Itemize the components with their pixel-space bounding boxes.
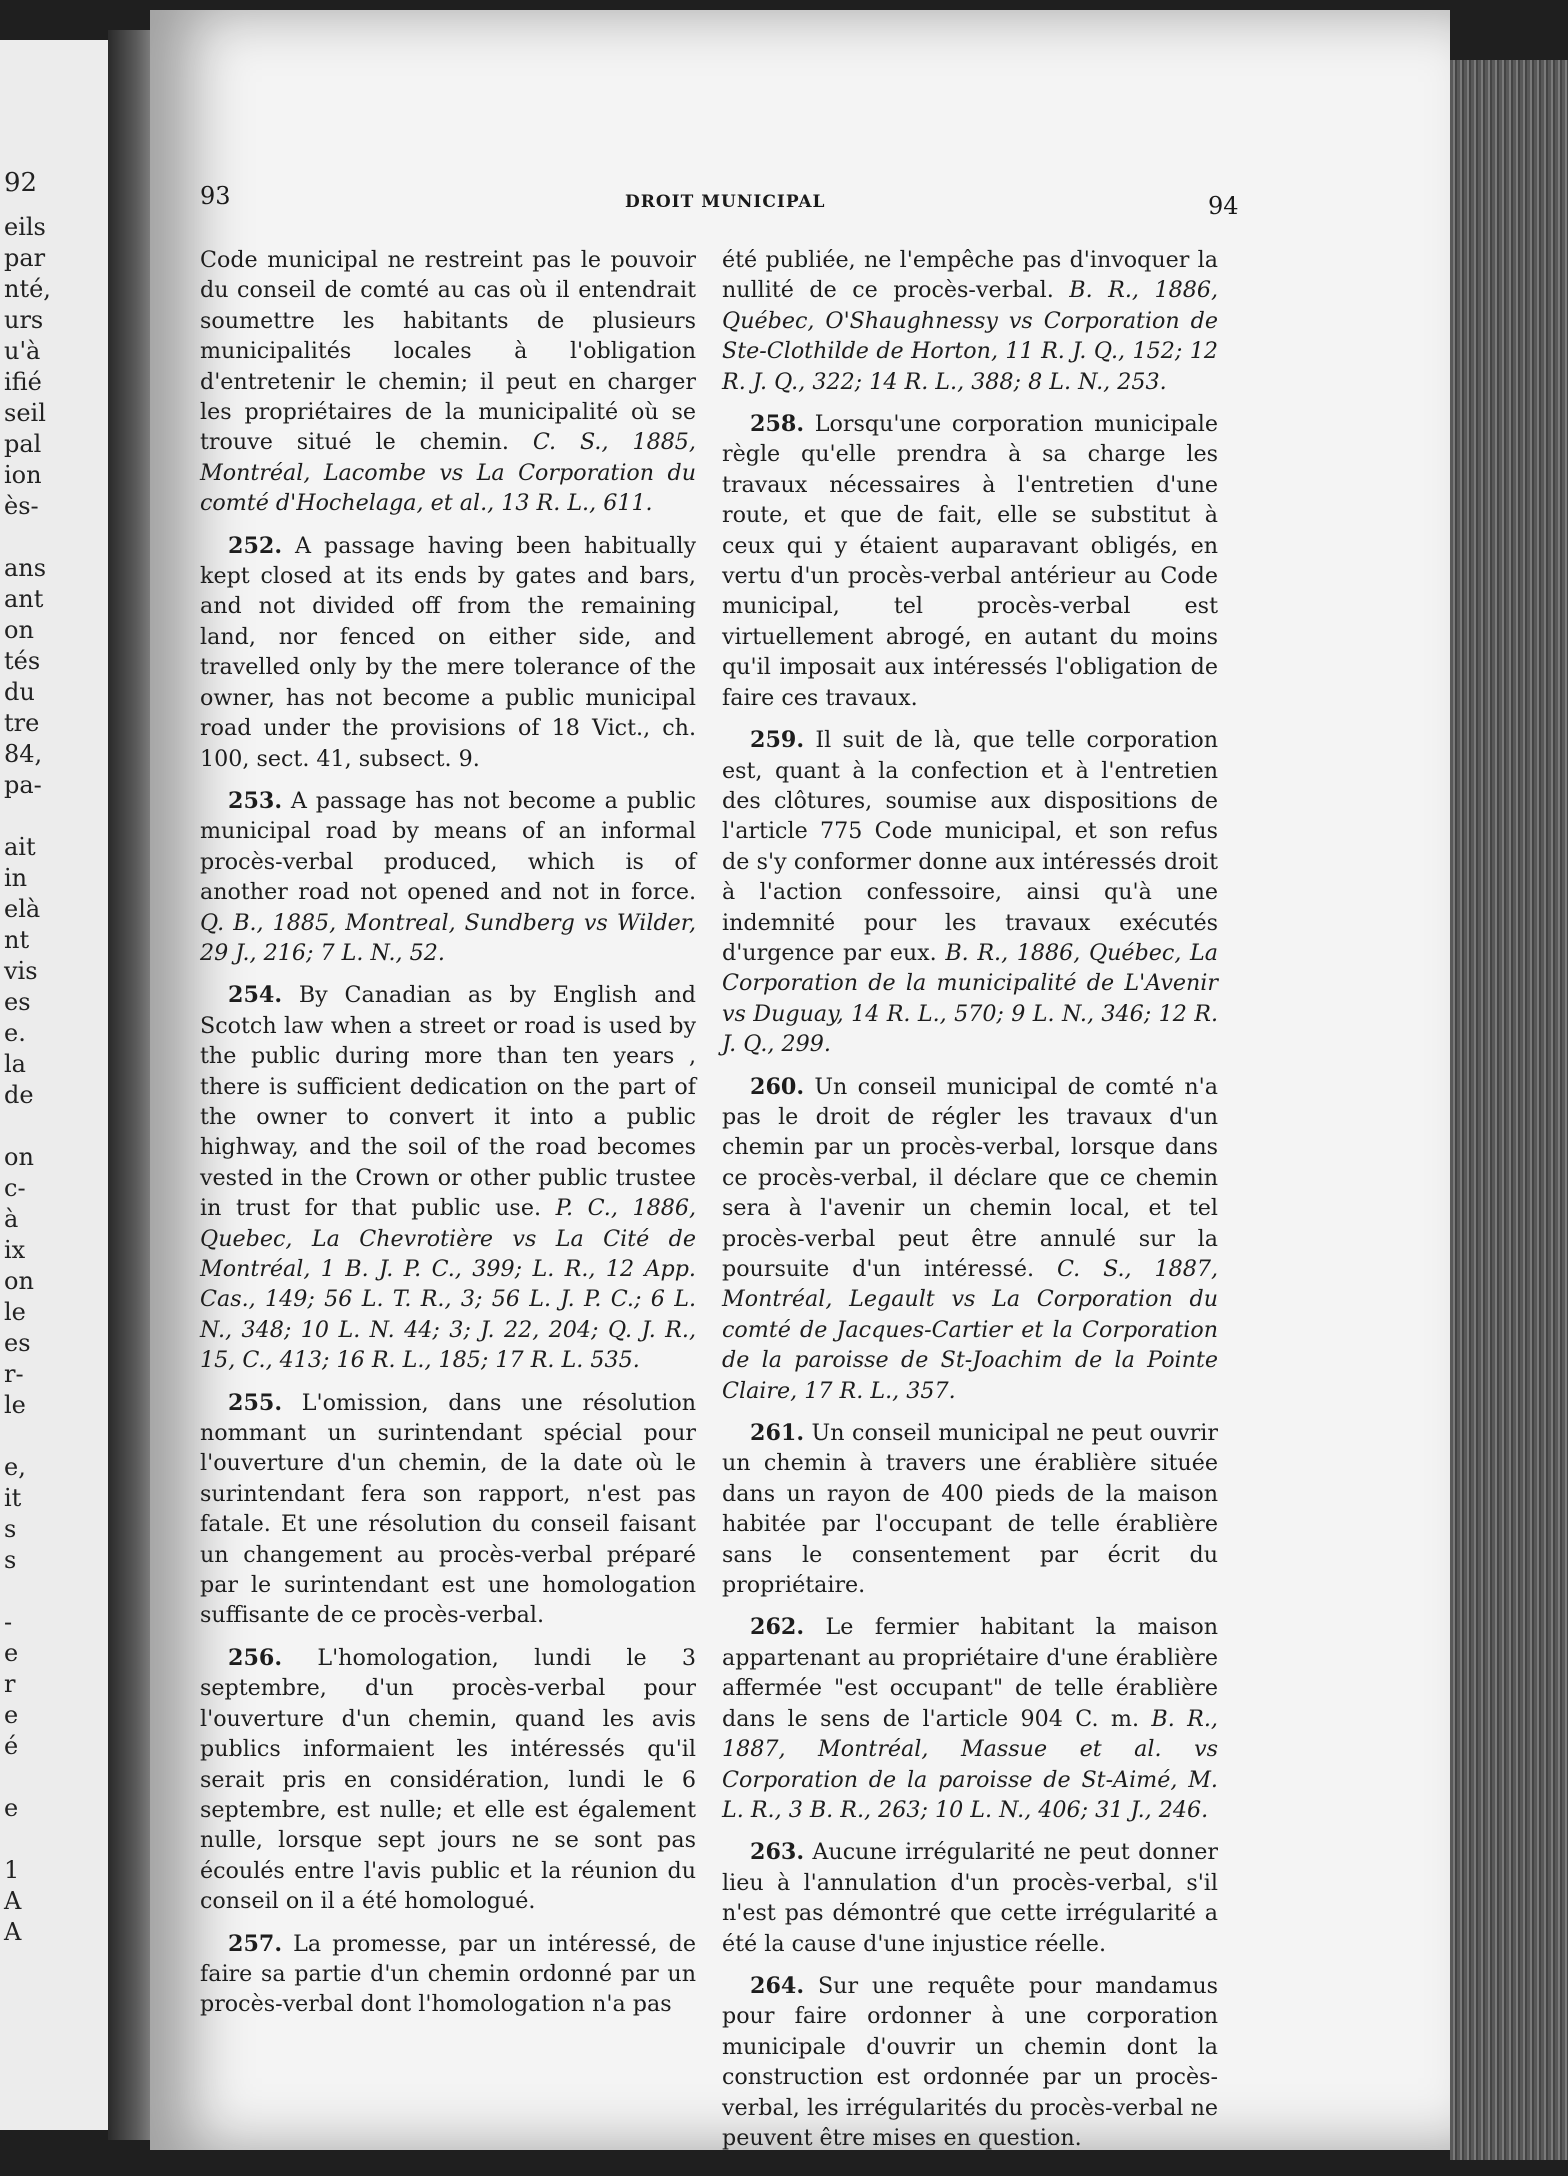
left-page-fragment-line: é xyxy=(4,1732,19,1760)
left-page-fragment-line: it xyxy=(4,1484,22,1512)
section-number: 254. xyxy=(228,982,283,1009)
page-edges xyxy=(1450,60,1568,2160)
section-number: 252. xyxy=(228,532,283,559)
section-number: 256. xyxy=(228,1644,283,1671)
left-page-fragment-line: - xyxy=(4,1608,13,1636)
left-page-fragment-line: ifié xyxy=(4,368,42,396)
case-citation: B. R., 1886, Québec, La Corporation de la municipalité de L'Avenir vs Duguay, 14 R. L., 570; 9 L. N., 346; 12 R. J. Q., 299. xyxy=(722,939,1218,1058)
section-paragraph xyxy=(200,245,696,519)
left-page-fragment-line: ix xyxy=(4,1236,26,1264)
left-page-fragment-line: e. xyxy=(4,1019,26,1047)
section-text: Lorsqu'une corporation municipale règle qu'elle prendra à sa charge les travaux nécessaires à l'entretien d'une route, et que de fait, elle se substitut à ceux qui y étaient auparavant obligés, en vertu d'un procès-verbal antérieur au Code municipal, tel procès-verbal est virtuellement abrogé, en autant du moins qu'il imposait aux intéressés l'obligation de faire ces travaux. xyxy=(722,411,1218,711)
left-page-fragment-line: e xyxy=(4,1639,19,1667)
section-text: Il suit de là, que telle corporation est, quant à la confection et à l'entretien des clôtures, soumise aux dispositions de l'article 775 Code municipal, et son refus de s'y conformer donne aux intéressés droit à l'action confessoire, ainsi qu'à une indemnité pour les travaux exécutés d'urgence par eux. xyxy=(722,727,1218,966)
left-page-fragment-line: s xyxy=(4,1546,17,1574)
section-paragraph xyxy=(722,409,1218,713)
section-paragraph xyxy=(200,1929,696,2020)
case-citation: Q. B., 1885, Montreal, Sundberg vs Wilder, 29 J., 216; 7 L. N., 52. xyxy=(200,909,696,966)
section-number: 263. xyxy=(750,1839,805,1866)
left-page-fragment-line: urs xyxy=(4,306,44,334)
left-text-column xyxy=(200,245,696,2032)
left-page-fragment-line: ès- xyxy=(4,492,39,520)
left-page-fragment-line: le xyxy=(4,1298,26,1326)
left-page-number: 92 xyxy=(4,168,38,198)
case-citation: B. R., 1887, Montréal, Massue et al. vs Corporation de la paroisse de St-Aimé, M. L. R., 3 B. R., 263; 10 L. N., 406; 31 J., 246. xyxy=(722,1705,1218,1823)
section-text: L'homologation, lundi le 3 septembre, d'un procès-verbal pour l'ouverture d'un chemin, quand les avis publics informaient les intéressés qu'il serait pris en considération, lundi le 6 septembre, est nulle; et elle est également nulle, lorsque sept jours ne se sont pas écoulés entre l'avis public et la réunion du conseil on il a été homologué. xyxy=(200,1644,696,1915)
left-page-fragment-line: pal xyxy=(4,430,42,458)
section-paragraph xyxy=(200,786,696,968)
left-page-fragment-line: par xyxy=(4,244,46,272)
left-page-fragment-line: pa- xyxy=(4,771,42,799)
left-page-fragment-line: eils xyxy=(4,213,46,241)
section-text: A passage has not become a public municipal road by means of an informal procès-verbal produced, which is of another road not opened and not in force. xyxy=(200,787,696,906)
section-text: Aucune irrégularité ne peut donner lieu à l'annulation d'un procès-verbal, s'il n'est pas démontré que cette irrégularité a été la cause d'une injustice réelle. xyxy=(722,1839,1218,1957)
left-page-fragment-line: vis xyxy=(4,957,38,985)
running-header-title: DROIT MUNICIPAL xyxy=(625,192,826,212)
case-citation: B. R., 1886, Québec, O'Shaughnessy vs Corporation de Ste-Clothilde de Horton, 11 R. J. Q., 152; 12 R. J. Q., 322; 14 R. L., 388; 8 L. N., 253. xyxy=(722,277,1218,395)
section-paragraph xyxy=(722,1971,1218,2153)
section-text: Un conseil municipal de comté n'a pas le droit de régler les travaux d'un chemin par un procès-verbal, lorsque dans ce procès-verbal, il déclare que ce chemin sera à l'avenir un chemin local, et tel procès-verbal peut être annulé sur la poursuite d'un intéressé. xyxy=(722,1073,1218,1282)
section-paragraph xyxy=(722,1612,1218,1825)
section-number: 255. xyxy=(228,1389,283,1416)
section-number: 259. xyxy=(750,727,805,754)
left-page-fragment-line: on xyxy=(4,616,34,644)
section-paragraph xyxy=(200,1388,696,1631)
left-page-fragment-line: on xyxy=(4,1143,34,1171)
section-text: A passage having been habitually kept closed at its ends by gates and bars, and not divided off from the remaining land, nor fenced on either side, and travelled only by the mere tolerance of the owner, has not become a public municipal road under the provisions of 18 Vict., ch. 100, sect. 41, subsect. 9. xyxy=(200,532,696,772)
left-page-fragment-line: s xyxy=(4,1515,17,1543)
section-paragraph xyxy=(722,1837,1218,1959)
section-paragraph xyxy=(200,980,696,1375)
section-text: L'omission, dans une résolution nommant un surintendant spécial pour l'ouverture d'un chemin, de la date où le surintendant fera son rapport, n'est pas fatale. Et une résolution du conseil faisant un changement au procès-verbal préparé par le surintendant est une homologation suffisante de ce procès-verbal. xyxy=(200,1389,696,1629)
case-citation: C. S., 1885, Montréal, Lacombe vs La Corporation du comté d'Hochelaga, et al., 13 R. L., 611. xyxy=(200,429,696,517)
section-paragraph xyxy=(722,245,1218,397)
section-text: Sur une requête pour mandamus pour faire ordonner à une corporation municipale d'ouvrir un chemin dont la construction est ordonnée par un procès-verbal, les irrégularités du procès-verbal ne peuvent être mises en question. xyxy=(722,1972,1218,2151)
left-page-fragment-line: 84, xyxy=(4,740,43,768)
left-page-fragment-line: A xyxy=(4,1918,22,1946)
left-page-fragment-line: ait xyxy=(4,833,36,861)
left-page-fragment-line: ant xyxy=(4,585,44,613)
left-page-fragment-line: 1 xyxy=(4,1856,20,1884)
left-page-fragment-line: es xyxy=(4,1329,31,1357)
section-number: 261. xyxy=(750,1420,805,1447)
left-page-fragment-line: e, xyxy=(4,1453,26,1481)
section-text: Un conseil municipal ne peut ouvrir un chemin à travers une érablière située dans un rayon de 400 pieds de la maison habitée par l'occupant de telle érablière sans le consentement par écrit du propriétaire. xyxy=(722,1420,1218,1599)
left-page-fragment-line: seil xyxy=(4,399,46,427)
section-number: 260. xyxy=(750,1073,805,1100)
left-page-fragment-line: tre xyxy=(4,709,40,737)
section-text: By Canadian as by English and Scotch law when a street or road is used by the public during more than ten years , there is sufficient dedication on the part of the owner to convert it into a public highway, and the soil of the road becomes vested in the Crown or other public trustee in trust for that public use. xyxy=(200,982,696,1222)
section-text: La promesse, par un intéressé, de faire sa partie d'un chemin ordonné par un procès-verbal dont l'homologation n'a pas xyxy=(200,1930,696,2018)
left-page-fragment-line: le xyxy=(4,1391,26,1419)
page-number-93: 93 xyxy=(200,182,231,210)
left-page-fragment-line: tés xyxy=(4,647,41,675)
left-page-fragment-line: A xyxy=(4,1887,22,1915)
section-number: 258. xyxy=(750,411,805,438)
case-citation: C. S., 1887, Montréal, Legault vs La Corporation du comté de Jacques-Cartier et la Corporation de la paroisse de St-Joachim de la Pointe Claire, 17 R. L., 357. xyxy=(722,1256,1218,1404)
left-page-fragment-line: u'à xyxy=(4,337,41,365)
section-paragraph xyxy=(722,1072,1218,1406)
left-page-fragment-line: la xyxy=(4,1050,26,1078)
left-page-fragment-line: ion xyxy=(4,461,42,489)
left-page-fragment-line: ans xyxy=(4,554,47,582)
page-number-94: 94 xyxy=(1208,192,1239,220)
left-page-fragment-line: elà xyxy=(4,895,41,923)
left-page-fragment-line: e xyxy=(4,1794,19,1822)
left-page-fragment-line: nt xyxy=(4,926,30,954)
section-paragraph xyxy=(200,531,696,774)
left-page-fragment-line: du xyxy=(4,678,35,706)
left-page-fragment-line: nté, xyxy=(4,275,51,303)
section-paragraph xyxy=(722,725,1218,1059)
left-page-fragment-line: à xyxy=(4,1205,19,1233)
left-page-fragment-line: e xyxy=(4,1701,19,1729)
left-page-fragment-line: r- xyxy=(4,1360,24,1388)
section-number: 257. xyxy=(228,1930,283,1957)
section-text: Code municipal ne restreint pas le pouvoir du conseil de comté au cas où il entendrait soumettre les habitants de plusieurs municipalités locales à l'obligation d'entretenir le chemin; il peut en charger les propriétaires de la municipalité où se trouve situé le chemin. xyxy=(200,247,696,456)
left-page-fragment-line: de xyxy=(4,1081,34,1109)
section-text: été publiée, ne l'empêche pas d'invoquer la nullité de ce procès-verbal. xyxy=(722,247,1218,304)
section-paragraph xyxy=(722,1418,1218,1600)
section-number: 253. xyxy=(228,787,283,814)
left-page-fragment-line: on xyxy=(4,1267,34,1295)
left-page-fragment-line: r xyxy=(4,1670,16,1698)
section-paragraph xyxy=(200,1643,696,1917)
section-text: Le fermier habitant la maison appartenant au propriétaire d'une érablière affermée "est occupant" de telle érablière dans le sens de l'article 904 C. m. xyxy=(722,1614,1218,1732)
right-text-column xyxy=(722,245,1218,2165)
section-number: 264. xyxy=(750,1972,805,1999)
left-page-fragment xyxy=(0,40,120,2130)
left-page-fragment-line: c- xyxy=(4,1174,26,1202)
left-page-fragment-line: in xyxy=(4,864,28,892)
case-citation: P. C., 1886, Quebec, La Chevrotière vs La Cité de Montréal, 1 B. J. P. C., 399; L. R., 12 App. Cas., 149; 56 L. T. R., 3; 56 L. J. P. C.; 6 L. N., 348; 10 L. N. 44; 3; J. 22, 204; Q. J. R., 15, C., 413; 16 R. L., 185; 17 R. L. 535. xyxy=(200,1195,696,1374)
left-page-fragment-line: es xyxy=(4,988,31,1016)
section-number: 262. xyxy=(750,1614,805,1641)
